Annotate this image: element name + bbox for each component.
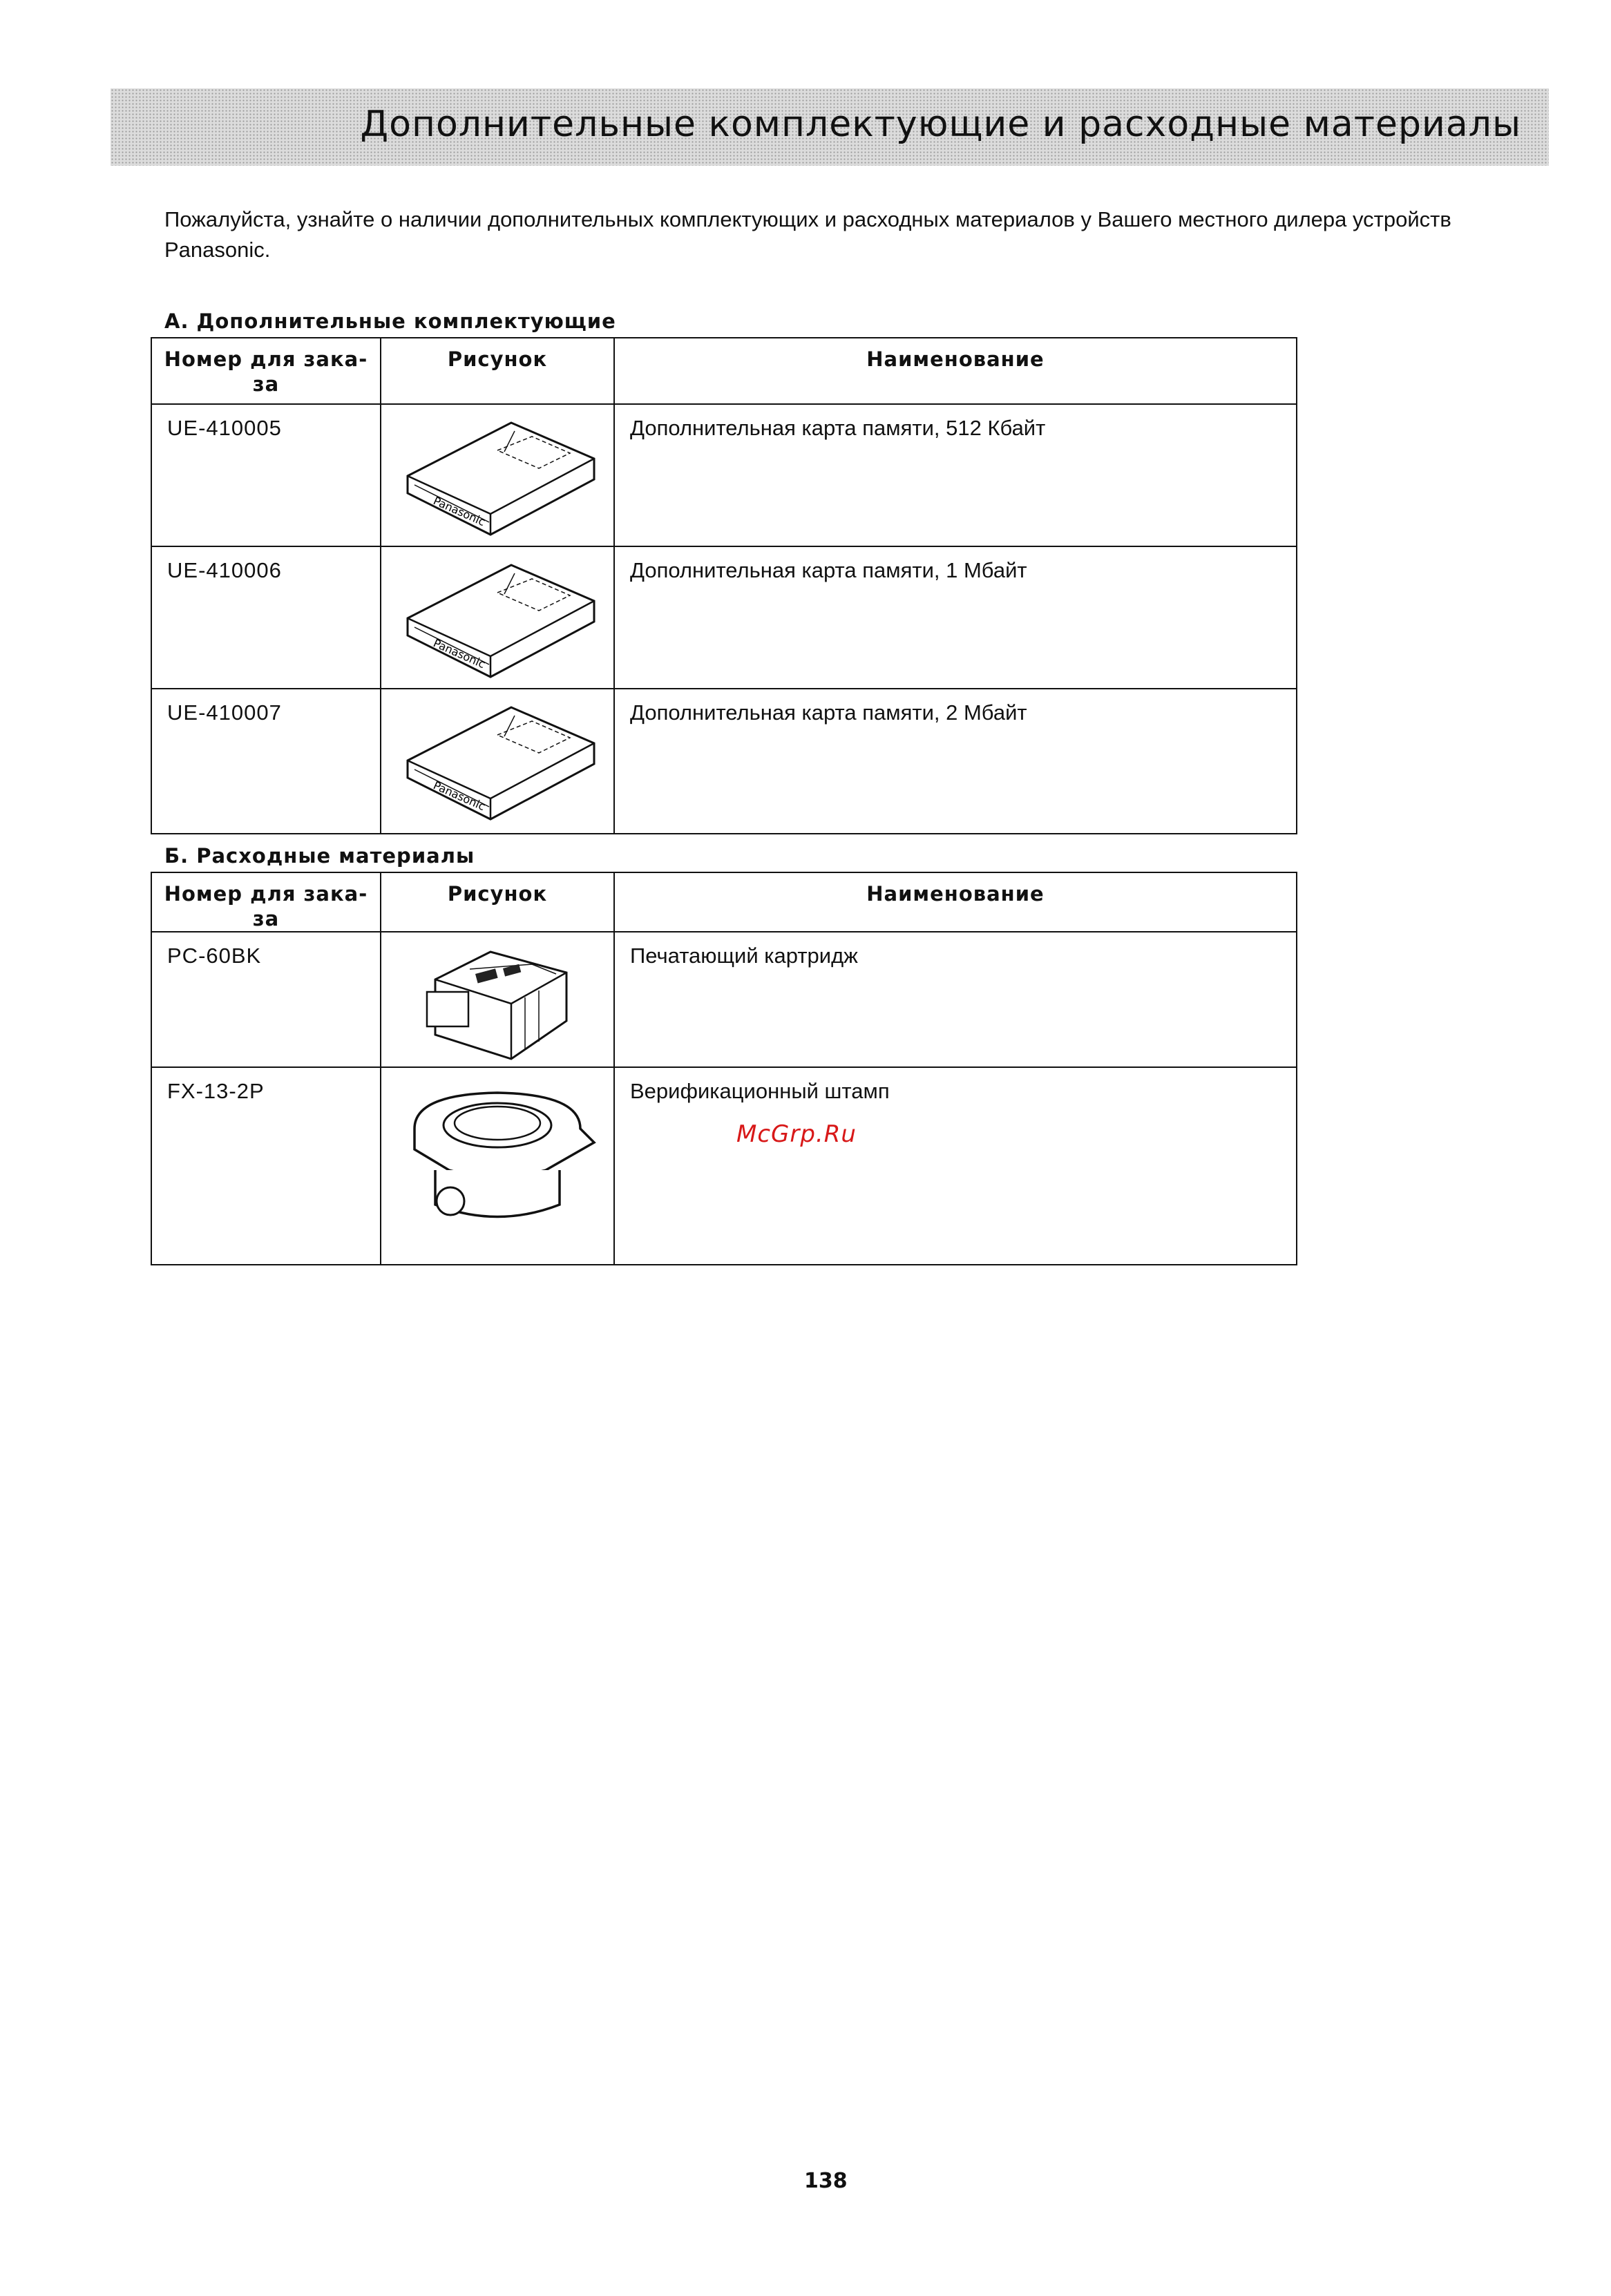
section-a-label: А. Дополнительные комплектующие <box>164 309 616 333</box>
table-header-row <box>151 338 1297 404</box>
header-name: Наименование <box>614 872 1297 932</box>
picture-cell <box>381 932 614 1067</box>
header-code: Номер для зака-за <box>151 872 381 932</box>
intro-paragraph: Пожалуйста, узнайте о наличии дополнительных комплектующих и расходных материалов у Вашего местного дилера устройств Panasonic. <box>164 207 1451 262</box>
order-code: UE-410006 <box>151 546 381 689</box>
page-title: Дополнительные комплектующие и расходные материалы <box>360 104 1521 145</box>
memory-card-icon <box>394 695 601 826</box>
order-code: UE-410005 <box>151 404 381 546</box>
table-row <box>151 546 1297 689</box>
header-picture: Рисунок <box>381 338 614 404</box>
item-name: Дополнительная карта памяти, 512 Кбайт <box>614 404 1297 546</box>
accessories-table <box>151 337 1297 834</box>
item-name: Печатающий картридж <box>614 932 1297 1067</box>
print-cartridge-icon <box>408 938 587 1066</box>
card-brand-label: Panasonic <box>431 778 488 814</box>
memory-card-icon <box>394 410 601 542</box>
picture-cell <box>381 404 614 546</box>
watermark-text: McGrp.Ru <box>736 1120 857 1148</box>
item-name: Верификационный штамп <box>614 1067 1297 1265</box>
table-row <box>151 689 1297 834</box>
table-row <box>151 1067 1297 1265</box>
picture-cell <box>381 546 614 689</box>
consumables-table <box>151 872 1297 1265</box>
picture-cell <box>381 1067 614 1265</box>
verification-stamp-icon <box>394 1073 601 1239</box>
table-row <box>151 932 1297 1067</box>
table-row <box>151 404 1297 546</box>
header-name: Наименование <box>614 338 1297 404</box>
item-name: Дополнительная карта памяти, 2 Мбайт <box>614 689 1297 834</box>
order-code: UE-410007 <box>151 689 381 834</box>
header-picture: Рисунок <box>381 872 614 932</box>
section-b-label: Б. Расходные материалы <box>164 844 475 868</box>
card-brand-label: Panasonic <box>431 494 488 529</box>
picture-cell <box>381 689 614 834</box>
header-code: Номер для зака-за <box>151 338 381 404</box>
title-banner <box>111 88 1549 166</box>
card-brand-label: Panasonic <box>431 636 488 671</box>
order-code: PC-60BK <box>151 932 381 1067</box>
order-code: FX-13-2P <box>151 1067 381 1265</box>
table-header-row <box>151 872 1297 932</box>
item-name: Дополнительная карта памяти, 1 Мбайт <box>614 546 1297 689</box>
memory-card-icon <box>394 553 601 684</box>
page-number: 138 <box>804 2169 848 2193</box>
